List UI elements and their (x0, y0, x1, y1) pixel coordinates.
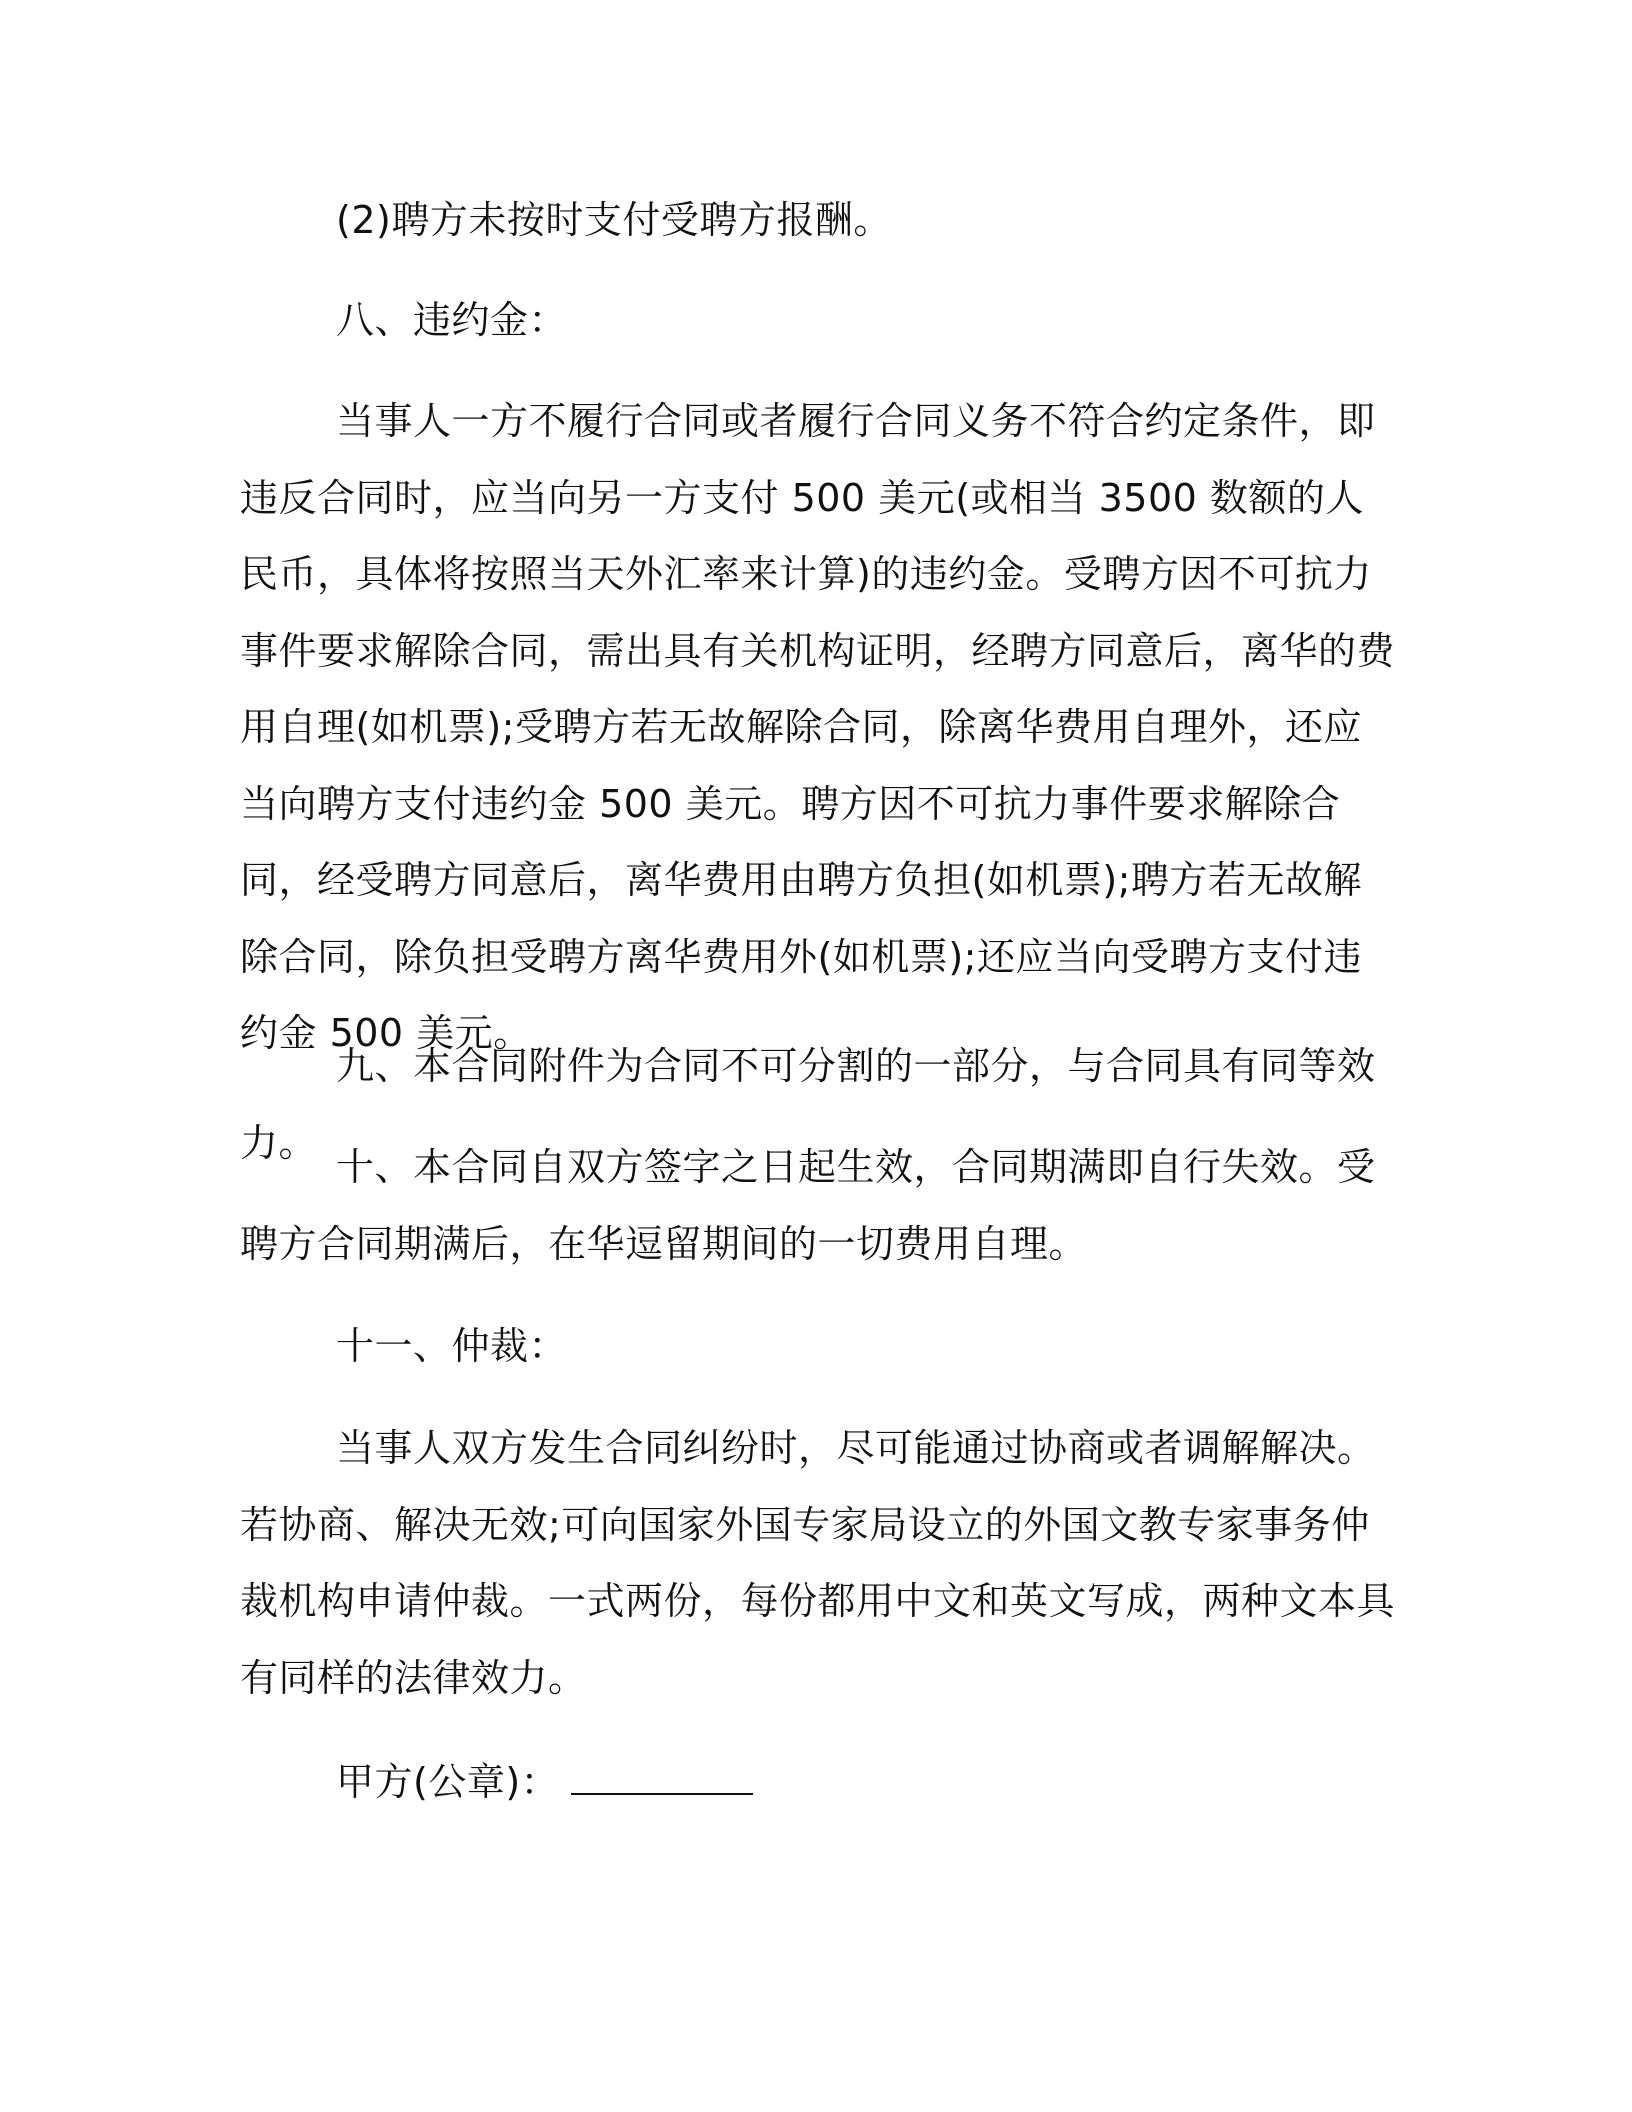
heading-penalty: 八、违约金： (336, 298, 568, 342)
signature-label: 甲方(公章)： (336, 1760, 560, 1804)
paragraph-penalty-terms: 当事人一方不履行合同或者履行合同义务不符合约定条件，即违反合同时，应当向另一方支付 500 美元(或相当 3500 数额的人民币，具体将按照当天外汇率来计算)的违约金。受聘方因不可抗力事件要求解除合同，需出具有关机构证明，经聘方同意后，离华的费用自理(如机票);受聘方若无故解除合同，除离华费用自理外，还应当向聘方支付违约金 500 美元。聘方因不可抗力事件要求解除合同，经受聘方同意后，离华费用由聘方负担(如机票);聘方若无故解除合同，除负担受聘方离华费用外(如机票);还应当向受聘方支付违约金 500 美元。 (240, 399, 1396, 1055)
paragraph-arbitration-terms: 当事人双方发生合同纠纷时，尽可能通过协商或者调解解决。若协商、解决无效;可向国家外国专家局设立的外国文教专家事务仲裁机构申请仲裁。一式两份，每份都用中文和英文写成，两种文本具有同样的法律效力。 (240, 1426, 1396, 1700)
signature-line (240, 1744, 1400, 1821)
paragraph-effective-date: 十、本合同自双方签字之日起生效，合同期满即自行失效。受聘方合同期满后，在华逗留期间的一切费用自理。 (240, 1145, 1376, 1266)
paragraph-attachments: 九、本合同附件为合同不可分割的一部分，与合同具有同等效力。 (240, 1044, 1376, 1165)
signature-blank (571, 1753, 753, 1795)
paragraph-remuneration-clause: (2)聘方未按时支付受聘方报酬。 (336, 198, 892, 242)
heading-arbitration: 十一、仲裁： (336, 1324, 568, 1368)
